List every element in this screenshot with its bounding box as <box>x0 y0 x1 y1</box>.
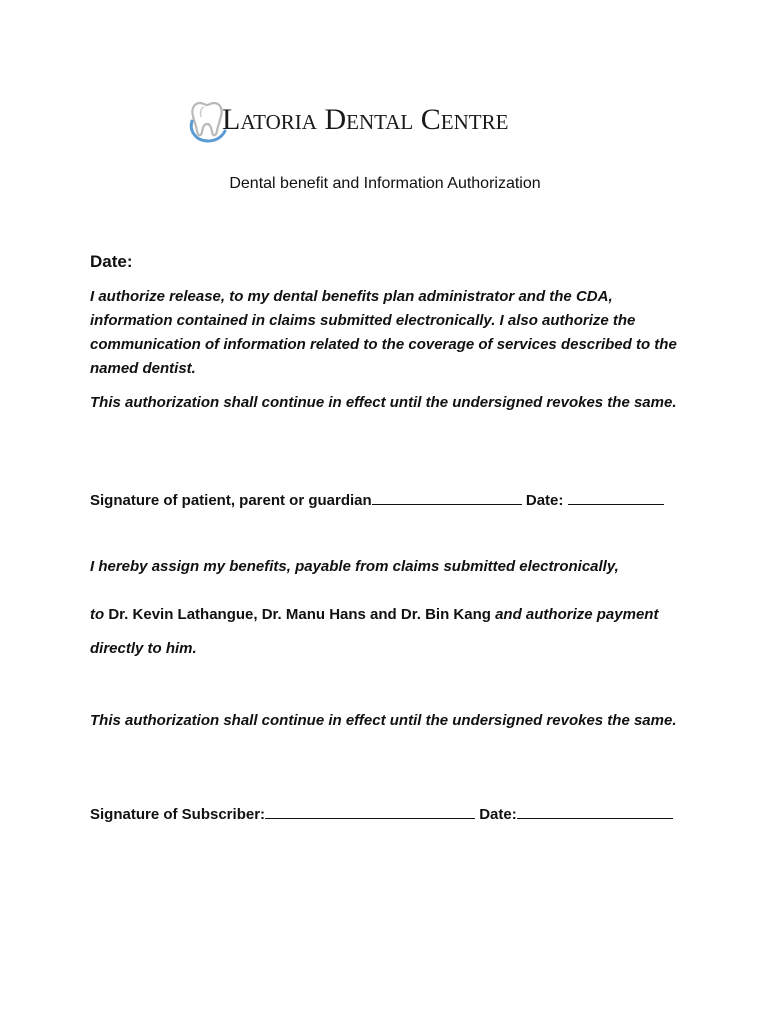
patient-date-label: Date: <box>521 492 568 509</box>
dentist-names: Dr. Kevin Lathangue, Dr. Manu Hans and Dr. Bin Kang <box>104 606 496 623</box>
subscriber-signature-label: Signature of Subscriber: <box>90 806 266 823</box>
continuation-paragraph-2: This authorization shall continue in effect until the undersigned revokes the same. <box>90 712 677 729</box>
clinic-name: Latoria Dental Centre <box>222 103 509 136</box>
payment-prefix: to <box>90 606 105 623</box>
subscriber-signature-field[interactable] <box>265 804 475 819</box>
continuation-paragraph: This authorization shall continue in effect until the undersigned revokes the same. <box>90 394 677 411</box>
patient-signature-line <box>90 489 690 513</box>
date-label: Date: <box>90 252 133 271</box>
subscriber-signature-line <box>90 803 690 827</box>
clinic-logo <box>186 96 508 144</box>
assignment-paragraph: I hereby assign my benefits, payable from claims submitted electronically, <box>90 558 619 575</box>
payment-suffix: and authorize payment directly to him. <box>90 606 659 657</box>
payment-paragraph <box>90 598 690 666</box>
subscriber-date-label: Date: <box>475 806 517 823</box>
document-title: Dental benefit and Information Authorization <box>229 175 541 192</box>
patient-signature-label: Signature of patient, parent or guardian <box>90 492 372 509</box>
subscriber-date-field[interactable] <box>517 804 673 819</box>
authorization-paragraph: I authorize release, to my dental benefits plan administrator and the CDA, information contained in claims submitted electronically. I also authorize the communication of information related to the coverage of services described to the named dentist. <box>90 288 677 377</box>
patient-signature-field[interactable] <box>372 490 522 505</box>
patient-date-field[interactable] <box>568 490 664 505</box>
